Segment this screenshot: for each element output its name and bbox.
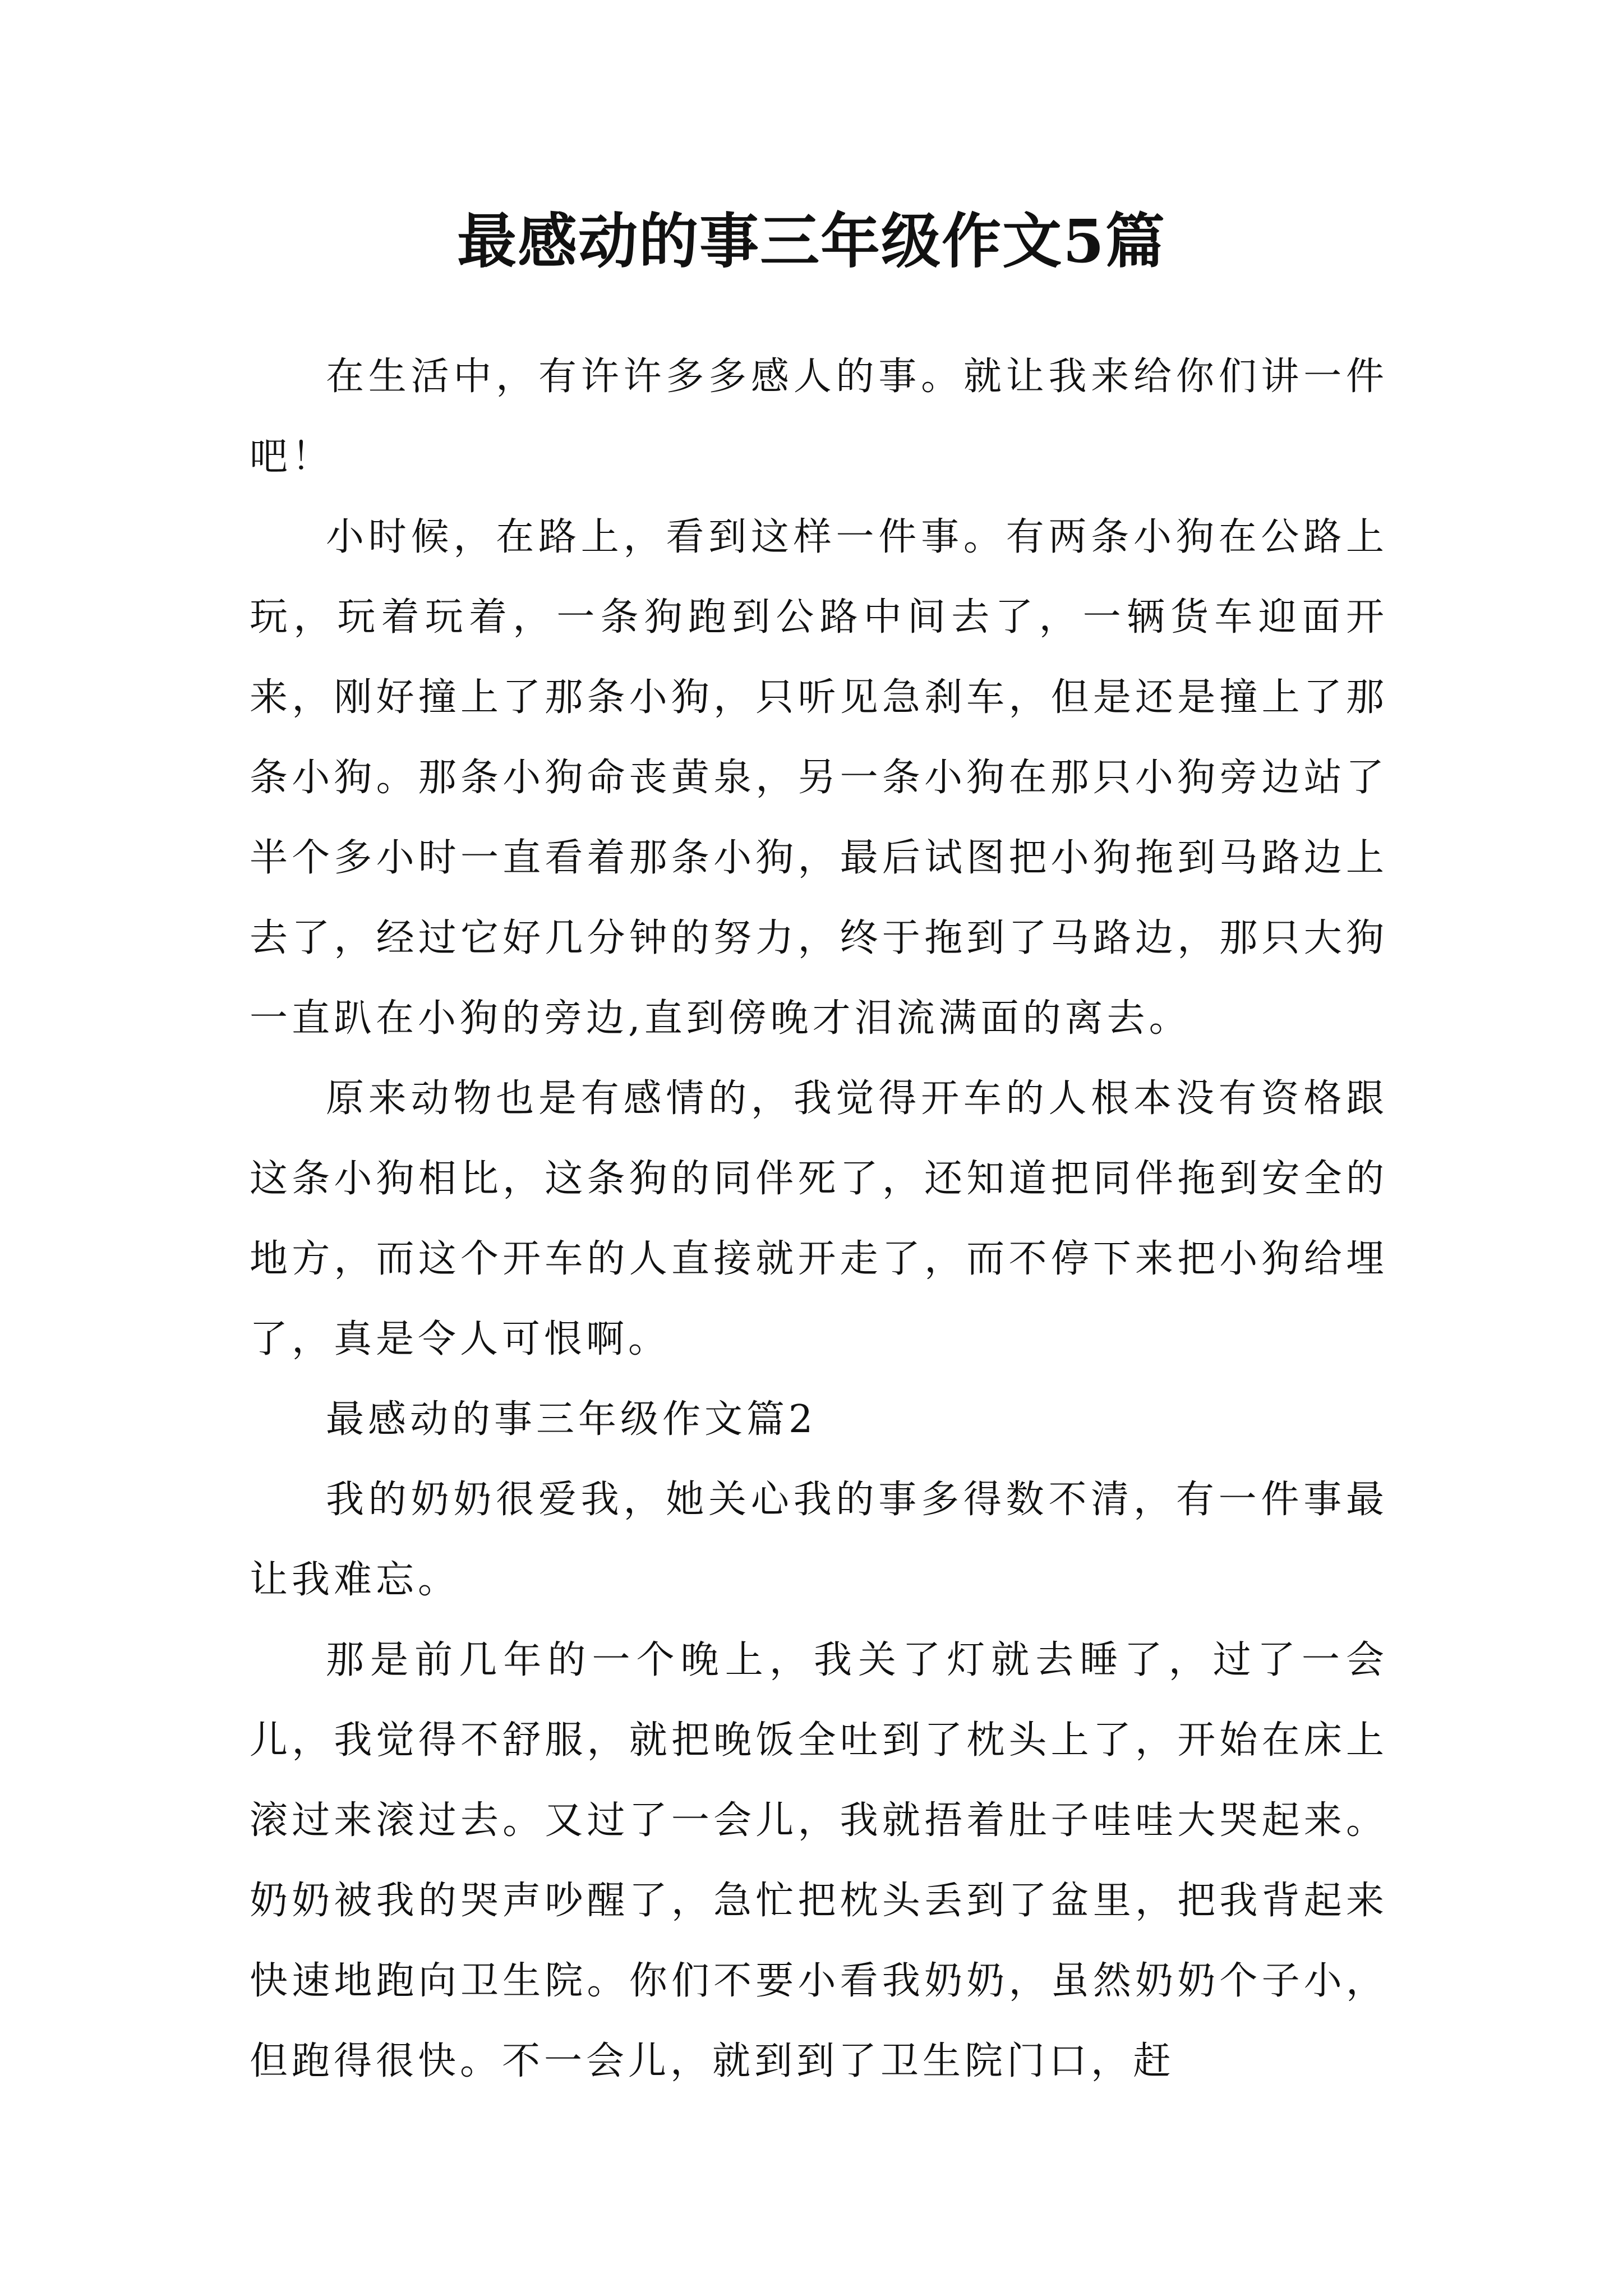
section-heading-2: 最感动的事三年级作文篇2: [326, 1397, 817, 1442]
paragraph-grandma-intro: 我的奶奶很爱我，她关心我的事多得数不清，有一件事最让我难忘。: [250, 1478, 1388, 1602]
paragraph-story: 小时候，在路上，看到这样一件事。有两条小狗在公路上玩，玩着玩着，一条狗跑到公路中间去了，一辆货车迎面开来，刚好撞上了那条小狗，只听见急刹车，但是还是撞上了那条小狗。那条小狗命丧黄泉，另一条小狗在那只小狗旁边站了半个多小时一直看着那条小狗，最后试图把小狗拖到马路边上去了，经过它好几分钟的努力，终于拖到了马路边，那只大狗一直趴在小狗的旁边,直到傍晚才泪流满面的离去。: [250, 515, 1388, 1041]
paragraph-intro: 在生活中，有许许多多感人的事。就让我来给你们讲一件吧！: [250, 355, 1388, 479]
paragraph-grandma-story: 那是前几年的一个晚上，我关了灯就去睡了，过了一会儿，我觉得不舒服，就把晚饭全吐到了枕头上了，开始在床上滚过来滚过去。又过了一会儿，我就捂着肚子哇哇大哭起来。奶奶被我的哭声吵醒了，急忙把枕头丢到了盆里，把我背起来快速地跑向卫生院。你们不要小看我奶奶，虽然奶奶个子小，但跑得很快。不一会儿，就到到了卫生院门口，赶: [250, 1638, 1388, 2083]
document-body: [250, 337, 1388, 2101]
paragraph-reflection: 原来动物也是有感情的，我觉得开车的人根本没有资格跟这条小狗相比，这条狗的同伴死了，还知道把同伴拖到安全的地方，而这个开车的人直接就开走了，而不停下来把小狗给埋了，真是令人可恨啊。: [250, 1076, 1388, 1361]
document-title: 最感动的事三年级作文5篇: [457, 206, 1166, 276]
